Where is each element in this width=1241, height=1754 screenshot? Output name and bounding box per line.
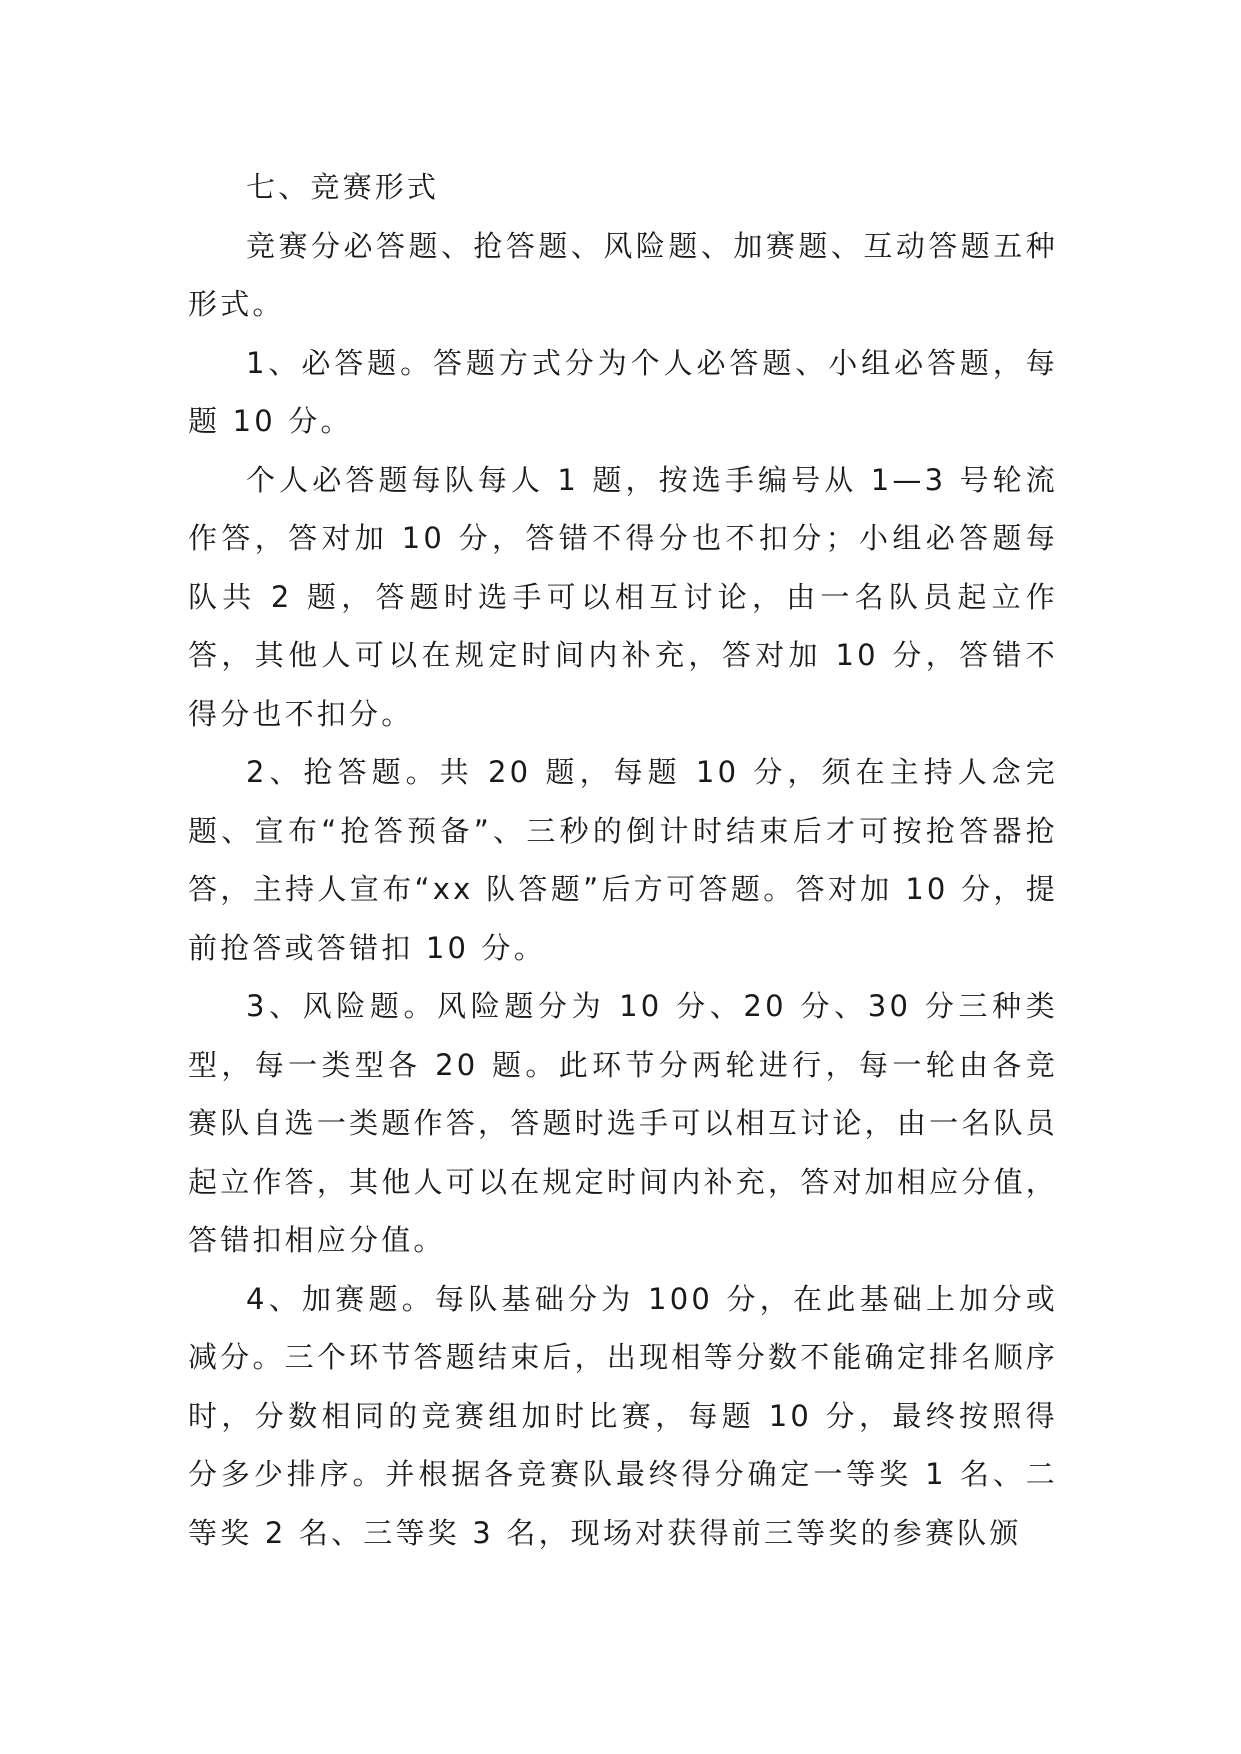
section-heading: 七、竞赛形式 <box>246 170 440 204</box>
paragraph-intro: 竞赛分必答题、抢答题、风险题、加赛题、互动答题五种形式。 <box>188 228 1058 321</box>
paragraph-required-details: 个人必答题每队每人 1 题，按选手编号从 1—3 号轮流作答，答对加 10 分，答错不得分也不扣分；小组必答题每队共 2 题，答题时选手可以相互讨论，由一名队员起立作答，其他人可以在规定时间内补充，答对加 10 分，答错不得分也不扣分。 <box>188 462 1058 731</box>
paragraph-risk-questions: 3、风险题。风险题分为 10 分、20 分、30 分三种类型，每一类型各 20 题。此环节分两轮进行，每一轮由各竞赛队自选一类题作答，答题时选手可以相互讨论，由一名队员起立作答，其他人可以在规定时间内补充，答对加相应分值，答错扣相应分值。 <box>188 989 1058 1257</box>
paragraph-buzzer-questions: 2、抢答题。共 20 题，每题 10 分，须在主持人念完题、宣布“抢答预备”、三秒的倒计时结束后才可按抢答器抢答，主持人宣布“xx 队答题”后方可答题。答对加 10 分，提前抢答或答错扣 10 分。 <box>188 755 1058 965</box>
paragraph-required-questions: 1、必答题。答题方式分为个人必答题、小组必答题，每题 10 分。 <box>188 345 1058 438</box>
paragraph-tiebreaker-questions: 4、加赛题。每队基础分为 100 分，在此基础上加分或减分。三个环节答题结束后，出现相等分数不能确定排名顺序时，分数相同的竞赛组加时比赛，每题 10 分，最终按照得分多少排序。并根据各竞赛队最终得分确定一等奖 1 名、二等奖 2 名、三等奖 3 名，现场对获得前三等奖的参赛队颁 <box>188 1281 1058 1550</box>
document-body <box>188 158 1058 1562</box>
